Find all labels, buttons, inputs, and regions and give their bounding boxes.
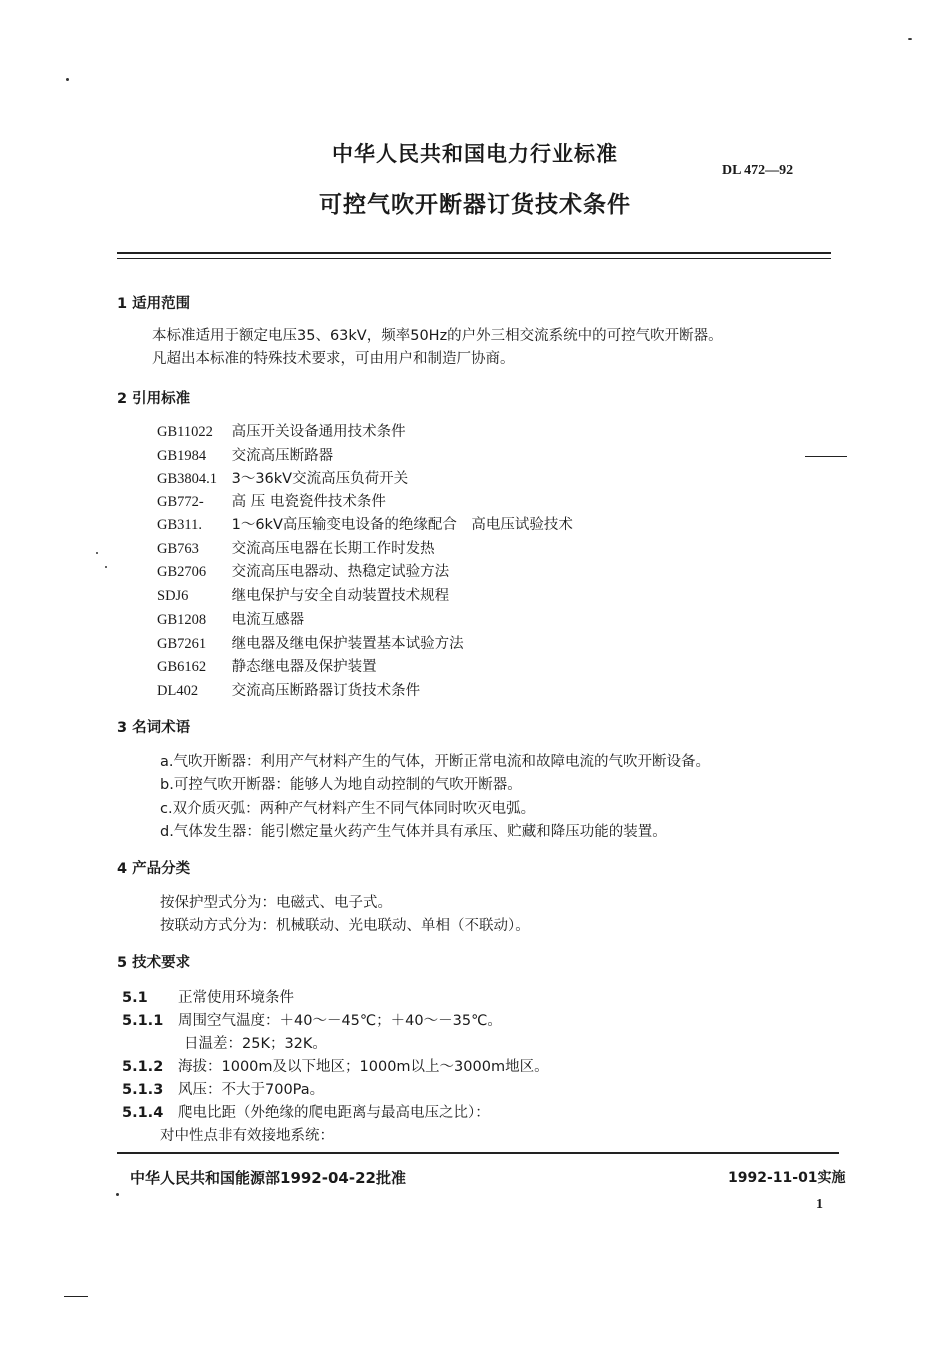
scan-speck	[116, 1193, 119, 1196]
reference-title: 高压开关设备通用技术条件	[231, 424, 406, 440]
clause-5-1-2	[122, 1055, 549, 1076]
clause-number: 5.1.4	[122, 1105, 164, 1121]
section-2-heading: 2 引用标准	[117, 391, 191, 407]
standard-org-heading: 中华人民共和国电力行业标准	[332, 142, 618, 166]
footer-rule	[117, 1152, 839, 1154]
page-number: 1	[816, 1197, 823, 1212]
scan-artifact-line	[805, 456, 847, 457]
reference-code: GB311.	[157, 517, 202, 533]
reference-item	[157, 679, 420, 700]
reference-title: 交流高压电器动、热稳定试验方法	[231, 564, 450, 580]
term-definition: d.气体发生器：能引燃定量火药产生气体并具有承压、贮藏和降压功能的装置。	[160, 824, 667, 840]
clause-text: 风压：不大于700Pa。	[178, 1082, 325, 1098]
section-4-heading: 4 产品分类	[117, 861, 191, 877]
title-rule-thin	[117, 258, 831, 259]
section-3-heading: 3 名词术语	[117, 720, 191, 736]
approval-line: 中华人民共和国能源部1992-04-22批准	[130, 1169, 406, 1187]
section-1-heading: 1 适用范围	[117, 296, 191, 312]
term-definition: c.双介质灭弧：两种产气材料产生不同气体同时吹灭电弧。	[160, 801, 536, 817]
clause-text: 正常使用环境条件	[178, 990, 294, 1006]
reference-item	[157, 584, 449, 605]
clause-5-1-1-daily-range: 日温差：25K；32K。	[184, 1036, 327, 1052]
reference-code: SDJ6	[157, 588, 189, 604]
reference-code: GB763	[157, 541, 199, 557]
clause-5-1-4	[122, 1101, 490, 1122]
clause-number: 5.1	[122, 990, 148, 1006]
reference-title: 继电器及继电保护装置基本试验方法	[231, 636, 464, 652]
scan-speck	[66, 78, 69, 81]
scan-speck	[105, 566, 107, 568]
reference-code: GB3804.1	[157, 471, 218, 487]
reference-title: 高 压 电瓷瓷件技术条件	[231, 494, 386, 510]
reference-item	[157, 444, 333, 465]
reference-title: 1～6kV高压输变电设备的绝缘配合 高电压试验技术	[231, 517, 573, 533]
reference-item	[157, 490, 386, 511]
reference-item	[157, 655, 377, 676]
classification-line: 按保护型式分为：电磁式、电子式。	[160, 895, 392, 911]
reference-title: 交流高压断路器订货技术条件	[231, 683, 421, 699]
scan-speck	[908, 38, 912, 40]
clause-number: 5.1.1	[122, 1013, 164, 1029]
classification-line: 按联动方式分为：机械联动、光电联动、单相（不联动）。	[160, 918, 530, 934]
reference-item	[157, 537, 435, 558]
reference-item	[157, 420, 406, 441]
scan-speck	[96, 552, 98, 554]
clause-5-1-1	[122, 1009, 502, 1030]
section-1-line-2: 凡超出本标准的特殊技术要求，可由用户和制造厂协商。	[152, 351, 515, 367]
document-title: 可控气吹开断器订货技术条件	[319, 192, 631, 218]
reference-code: GB1984	[157, 448, 207, 464]
effective-date: 1992-11-01实施	[728, 1170, 846, 1186]
scan-artifact-line	[64, 1296, 88, 1297]
reference-title: 电流互感器	[231, 612, 305, 628]
reference-title: 交流高压电器在长期工作时发热	[231, 541, 435, 557]
reference-code: DL402	[157, 683, 199, 699]
reference-title: 静态继电器及保护装置	[231, 659, 377, 675]
document-code: DL 472—92	[722, 163, 794, 178]
clause-number: 5.1.2	[122, 1059, 164, 1075]
reference-item	[157, 608, 304, 629]
reference-code: GB772-	[157, 494, 204, 510]
clause-text: 周围空气温度：＋40～－45℃；＋40～－35℃。	[178, 1013, 502, 1029]
reference-title: 交流高压断路器	[231, 448, 334, 464]
reference-item	[157, 632, 464, 653]
reference-code: GB7261	[157, 636, 207, 652]
reference-item	[157, 467, 408, 488]
term-definition: b.可控气吹开断器：能够人为地自动控制的气吹开断器。	[160, 777, 522, 793]
reference-item	[157, 560, 449, 581]
reference-code: GB6162	[157, 659, 207, 675]
clause-5-1-3	[122, 1078, 324, 1099]
term-definition: a.气吹开断器：利用产气材料产生的气体，开断正常电流和故障电流的气吹开断设备。	[160, 754, 710, 770]
reference-code: GB11022	[157, 424, 213, 440]
clause-5-1-4-note: 对中性点非有效接地系统：	[160, 1128, 334, 1144]
reference-title: 3～36kV交流高压负荷开关	[231, 471, 409, 487]
reference-code: GB1208	[157, 612, 207, 628]
reference-item	[157, 513, 573, 534]
section-5-heading: 5 技术要求	[117, 955, 191, 971]
reference-title: 继电保护与安全自动装置技术规程	[231, 588, 450, 604]
clause-5-1	[122, 986, 294, 1007]
section-1-line-1: 本标准适用于额定电压35、63kV，频率50Hz的户外三相交流系统中的可控气吹开断器。	[152, 328, 723, 344]
clause-number: 5.1.3	[122, 1082, 164, 1098]
clause-text: 海拔：1000m及以下地区；1000m以上～3000m地区。	[178, 1059, 549, 1075]
title-rule	[117, 252, 831, 254]
clause-text: 爬电比距（外绝缘的爬电距离与最高电压之比）：	[178, 1105, 490, 1121]
reference-code: GB2706	[157, 564, 207, 580]
